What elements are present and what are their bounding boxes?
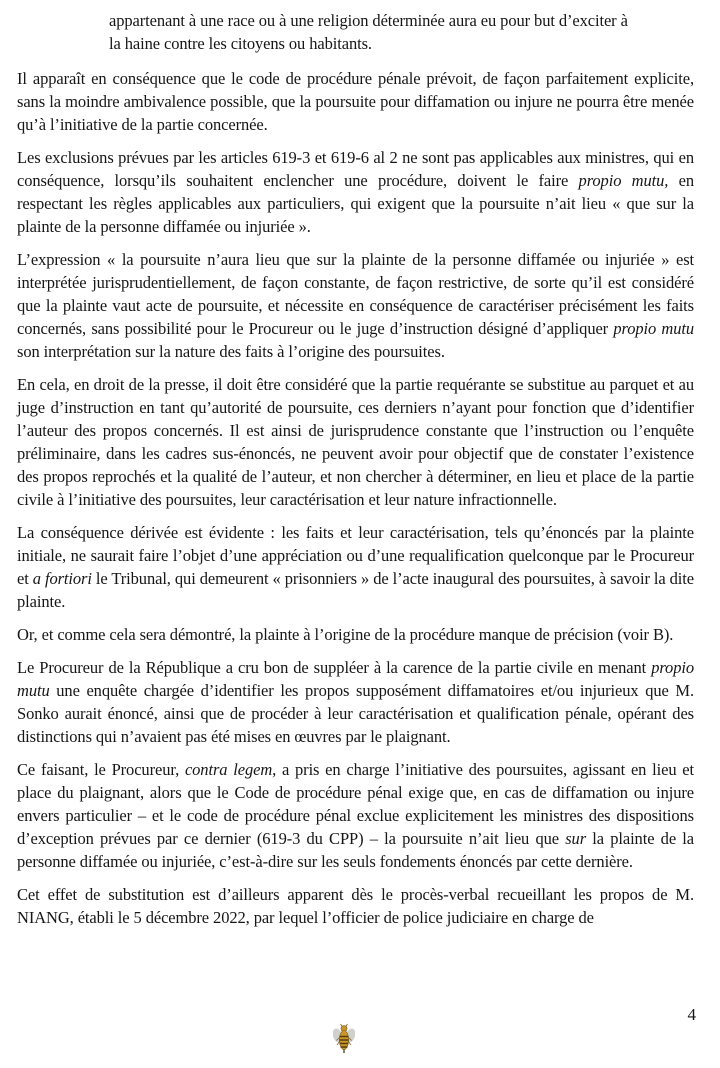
paragraph-9 xyxy=(17,883,694,929)
paragraph-text: L’expression « la poursuite n’aura lieu que sur la plainte de la personne diffamée ou injuriée » est interprétée jurisprudentiellement, de façon constante, de façon restrictive, de sorte qu’il est considéré que la plainte vaut acte de poursuite, et nécessite en conséquence de caractériser précisément les faits concernés, sans possibilité pour le Procureur ou le juge d’instruction désigné d’appliquer xyxy=(17,250,694,338)
paragraph-text: Cet effet de substitution est d’ailleurs apparent dès le procès-verbal recueillant les propos de M. NIANG, établi le 5 décembre 2022, par lequel l’officier de police judiciaire en charge de xyxy=(17,885,694,927)
paragraph-text: Les exclusions prévues par les articles 619-3 et 619-6 al 2 ne sont pas applicables aux ministres, qui en conséquence, lorsqu’ils souhaitent enclencher une procédure, doivent le faire xyxy=(17,148,694,190)
latin-phrase: a fortiori xyxy=(32,569,92,588)
paragraph-6 xyxy=(17,623,694,646)
paragraph-text: le Tribunal, qui demeurent « prisonniers » de l’acte inaugural des poursuites, à savoir la dite plainte. xyxy=(17,569,694,611)
paragraph-8 xyxy=(17,758,694,873)
page-number: 4 xyxy=(687,1005,696,1024)
paragraph-5 xyxy=(17,521,694,613)
latin-phrase: propio mutu xyxy=(613,319,694,338)
paragraph-3 xyxy=(17,248,694,363)
paragraph-7 xyxy=(17,656,694,748)
paragraph-text: Or, et comme cela sera démontré, la plainte à l’origine de la procédure manque de précision (voir B). xyxy=(17,625,674,644)
emphasis-word: sur xyxy=(565,829,587,848)
paragraph-text: la plainte de la personne diffamée ou injuriée, c’est-à-dire sur les seuls fondements énoncés par cette dernière. xyxy=(17,829,694,871)
latin-phrase: propio mutu, xyxy=(578,171,669,190)
paragraph-2 xyxy=(17,146,694,238)
paragraph-text: Ce faisant, le Procureur, xyxy=(17,760,185,779)
paragraph-text: Il apparaît en conséquence que le code de procédure pénale prévoit, de façon parfaitement explicite, sans la moindre ambivalence possible, que la poursuite pour diffamation ou injure ne pourra être menée qu’à l’initiative de la partie concernée. xyxy=(17,69,694,134)
paragraph-text: en respectant les règles applicables aux particuliers, qui exigent que la poursuite n’ait lieu « que sur la plainte de la personne diffamée ou injuriée ». xyxy=(17,171,694,236)
paragraph-text: une enquête chargée d’identifier les propos supposément diffamatoires et/ou injurieux que M. Sonko aurait énoncé, ainsi que de procéder à leur caractérisation et qualification pénale, opérant des distinctions qui n’avaient pas été mises en œuvres par le plaignant. xyxy=(17,681,694,746)
latin-phrase: contra legem xyxy=(184,760,273,779)
paragraph-1 xyxy=(17,67,694,136)
paragraph-text: , a pris en charge l’initiative des poursuites, agissant en lieu et place du plaignant, alors que le Code de procédure pénal exige que, en cas de diffamation ou injure envers particulier – et le code de procédure pénal exclue explicitement les ministres des dispositions d’exception prévues par ce dernier (619-3 du CPP) – la poursuite n’ait lieu que xyxy=(17,760,695,848)
paragraph-text: La conséquence dérivée est évidente : les faits et leur caractérisation, tels qu’énoncés par la plainte initiale, ne saurait faire l’objet d’une appréciation ou d’une requalification quelconque par le Procureur et xyxy=(17,523,694,588)
paragraph-text: Le Procureur de la République a cru bon de suppléer à la carence de la partie civile en menant xyxy=(17,658,652,677)
blockquote-excerpt: appartenant à une race ou à une religion déterminée aura eu pour but d’exciter à la haine contre les citoyens ou habitants. xyxy=(109,11,628,53)
paragraph-text: En cela, en droit de la presse, il doit être considéré que la partie requérante se substitue au parquet et au juge d’instruction en tant qu’autorité de poursuite, ces derniers n’ayant pour fonction que d’identifier l’auteur des propos concernés. Il est ainsi de jurisprudence constante que l’instruction ou l’enquête préliminaire, dans les cadres sus-énoncés, ne peuvent avoir pour objectif que de constater l’existence des propos reprochés et la qualité de l’auteur, et non chercher à déterminer, en lieu et place de la partie civile à l’initiative des poursuites, leur caractérisation et leur nature infractionnelle. xyxy=(17,375,694,509)
paragraph-text: son interprétation sur la nature des faits à l’origine des poursuites. xyxy=(17,342,445,361)
latin-phrase: propio mutu xyxy=(17,658,694,700)
paragraph-4 xyxy=(17,373,694,511)
bee-icon xyxy=(333,1023,355,1054)
